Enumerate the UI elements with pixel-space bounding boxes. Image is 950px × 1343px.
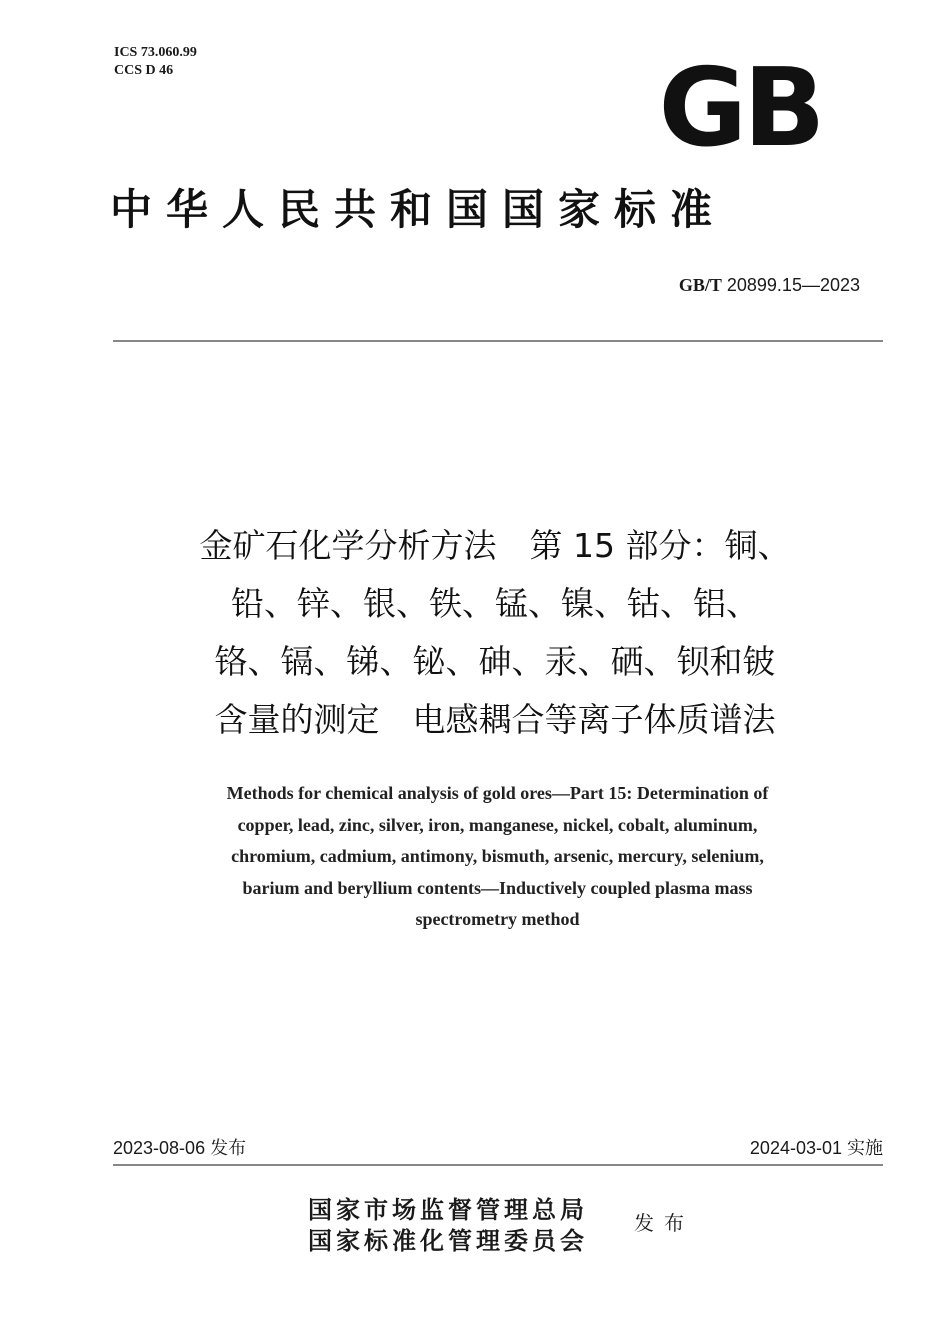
classification-codes: [114, 44, 197, 80]
issuing-authorities: [308, 1194, 588, 1256]
english-title-line: Methods for chemical analysis of gold ores—Part 15: Determination of: [226, 783, 769, 803]
english-title-line: spectrometry method: [415, 909, 580, 929]
chinese-title-line: 含量的测定 电感耦合等离子体质谱法: [214, 700, 776, 739]
chinese-title-line: 金矿石化学分析方法 第 15 部分：铜、: [199, 526, 791, 565]
standard-number-value: 20899.15—2023: [726, 275, 860, 295]
issued-label: 发布: [634, 1211, 694, 1235]
gb-logo-text: GB: [658, 46, 822, 171]
english-title-line: copper, lead, zinc, silver, iron, manganese, nickel, cobalt, aluminum,: [237, 814, 758, 835]
issue-date: 2023-08-06 发布: [113, 1138, 247, 1158]
country-standard-title: 中华人民共和国国家标准: [110, 185, 727, 234]
ccs-code: CCS D 46: [114, 63, 174, 78]
chinese-title-line: 铬、镉、锑、铋、砷、汞、硒、钡和铍: [214, 642, 776, 681]
gb-logo: [646, 46, 834, 171]
english-title: [120, 778, 875, 936]
english-title-line: barium and beryllium contents—Inductively coupled plasma mass: [242, 877, 753, 898]
implementation-date: 2024-03-01 实施: [749, 1138, 883, 1158]
english-title-line: chromium, cadmium, antimony, bismuth, arsenic, mercury, selenium,: [231, 846, 764, 866]
bottom-divider: [113, 1164, 883, 1166]
standard-number-prefix: GB/T: [678, 275, 722, 295]
chinese-title-line: 铅、锌、银、铁、锰、镍、钴、铝、: [231, 584, 759, 623]
chinese-title: [110, 517, 880, 749]
ics-code: ICS 73.060.99: [114, 45, 197, 60]
issuer-sac: 国家标准化管理委员会: [308, 1226, 588, 1255]
issuer-samr: 国家市场监督管理总局: [308, 1195, 588, 1224]
top-divider: [113, 340, 883, 342]
standard-number: [679, 274, 860, 296]
dates-row: [113, 1136, 883, 1162]
